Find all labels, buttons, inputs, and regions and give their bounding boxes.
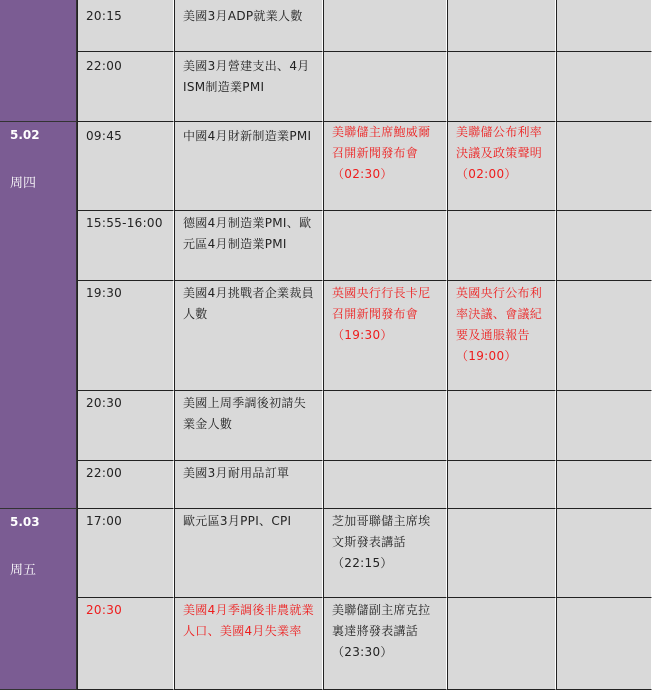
- time-cell: 22:00: [77, 52, 174, 122]
- table-row: [0, 122, 652, 211]
- related-event-cell: [447, 461, 556, 509]
- date-label: 5.02: [10, 128, 40, 142]
- related-event-cell: [447, 391, 556, 461]
- event-cell: 美國3月ADP就業人數: [174, 0, 323, 52]
- time-cell: 20:30: [77, 598, 174, 690]
- table-row: [0, 281, 652, 391]
- related-event-cell: [447, 52, 556, 122]
- time-cell: 22:00: [77, 461, 174, 509]
- related-event-cell: [447, 598, 556, 690]
- table-row: [0, 211, 652, 281]
- empty-cell: [556, 509, 652, 598]
- time-cell: 15:55-16:00: [77, 211, 174, 281]
- related-event-cell: [447, 509, 556, 598]
- related-event-cell: 芝加哥聯儲主席埃文斯發表講話（22:15）: [323, 509, 447, 598]
- table-row: [0, 461, 652, 509]
- empty-cell: [556, 281, 652, 391]
- event-cell: 美國3月營建支出、4月ISM制造業PMI: [174, 52, 323, 122]
- empty-cell: [556, 211, 652, 281]
- event-cell: 歐元區3月PPI、CPI: [174, 509, 323, 598]
- time-cell: 20:15: [77, 0, 174, 52]
- empty-cell: [556, 0, 652, 52]
- related-event-cell: [323, 211, 447, 281]
- table-row: [0, 598, 652, 690]
- related-event-cell: [447, 211, 556, 281]
- empty-cell: [556, 52, 652, 122]
- event-cell: 美國4月挑戰者企業裁員人數: [174, 281, 323, 391]
- related-event-cell: [447, 0, 556, 52]
- related-event-cell: 美聯儲公布利率決議及政策聲明（02:00）: [447, 122, 556, 211]
- time-cell: 20:30: [77, 391, 174, 461]
- related-event-cell: 英國央行行長卡尼召開新聞發布會（19:30）: [323, 281, 447, 391]
- table-row: [0, 391, 652, 461]
- empty-cell: [556, 122, 652, 211]
- table-row: [0, 52, 652, 122]
- event-cell: 德國4月制造業PMI、歐元區4月制造業PMI: [174, 211, 323, 281]
- related-event-cell: 英國央行公布利率決議、會議紀要及通脹報告（19:00）: [447, 281, 556, 391]
- related-event-cell: [323, 52, 447, 122]
- related-event-cell: 美聯儲副主席克拉裏達將發表講話（23:30）: [323, 598, 447, 690]
- event-cell: 美國4月季調後非農就業人口、美國4月失業率: [174, 598, 323, 690]
- time-cell: 19:30: [77, 281, 174, 391]
- event-cell: 中國4月財新制造業PMI: [174, 122, 323, 211]
- related-event-cell: [323, 391, 447, 461]
- table-row: [0, 509, 652, 598]
- event-cell: 美國上周季調後初請失業金人數: [174, 391, 323, 461]
- related-event-cell: [323, 0, 447, 52]
- table-row: [0, 0, 652, 52]
- date-label: 5.03: [10, 515, 40, 529]
- related-event-cell: 美聯儲主席鮑威爾召開新聞發布會（02:30）: [323, 122, 447, 211]
- weekday-label: 周五: [10, 563, 37, 578]
- empty-cell: [556, 598, 652, 690]
- weekday-label: 周四: [10, 176, 37, 191]
- time-cell: 09:45: [77, 122, 174, 211]
- empty-cell: [556, 391, 652, 461]
- empty-cell: [556, 461, 652, 509]
- event-cell: 美國3月耐用品訂單: [174, 461, 323, 509]
- time-cell: 17:00: [77, 509, 174, 598]
- related-event-cell: [323, 461, 447, 509]
